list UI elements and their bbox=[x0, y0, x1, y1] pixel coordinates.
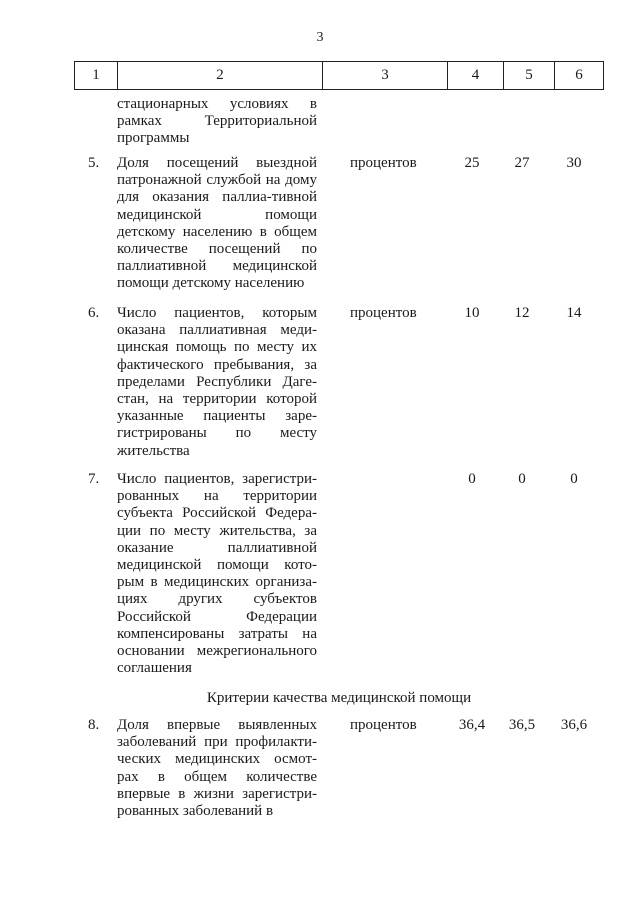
header-col-4: 4 bbox=[448, 62, 504, 90]
header-col-5: 5 bbox=[504, 62, 555, 90]
header-col-6: 6 bbox=[555, 62, 604, 90]
row-value-col-5: 12 bbox=[514, 305, 530, 321]
row-description: Доля посещений выездной патронажной службой на дому для оказания паллиа-тивной медицинской помощи детскому населению в общем количестве посещений по паллиативной медицинской помощи детскому населению bbox=[117, 155, 317, 292]
row-number: 7. bbox=[88, 471, 100, 487]
row-number: 5. bbox=[88, 155, 100, 171]
page-number: 3 bbox=[316, 30, 324, 45]
row-value-col-5: 27 bbox=[514, 155, 530, 171]
row-number: 8. bbox=[88, 717, 100, 733]
header-row bbox=[75, 62, 604, 90]
row-value-col-4: 25 bbox=[464, 155, 480, 171]
row-value-col-5: 36,5 bbox=[508, 717, 536, 733]
row-value-col-4: 10 bbox=[464, 305, 480, 321]
row-value-col-4: 0 bbox=[468, 471, 476, 487]
row-value-col-6: 30 bbox=[566, 155, 582, 171]
header-col-3: 3 bbox=[323, 62, 448, 90]
row-value-col-4: 36,4 bbox=[458, 717, 486, 733]
row-value-col-6: 36,6 bbox=[560, 717, 588, 733]
row-value-col-5: 0 bbox=[518, 471, 526, 487]
row-description: Число пациентов, зарегистри-рованных на территории субъекта Российской Федера-ции по месту жительства, за оказание паллиативной медицинской помощи кото-рым в медицинских организа-циях других субъектов Российской Федерации компенсированы затраты на основании межрегионального соглашения bbox=[117, 471, 317, 677]
continuation-description: стационарных условиях в рамках Территориальной программы bbox=[117, 96, 317, 147]
row-unit: процентов bbox=[350, 305, 417, 321]
row-unit: процентов bbox=[350, 155, 417, 171]
row-value-col-6: 14 bbox=[566, 305, 582, 321]
row-unit: процентов bbox=[350, 717, 417, 733]
header-col-2: 2 bbox=[118, 62, 323, 90]
row-description: Доля впервые выявленных заболеваний при профилакти-ческих медицинских осмот-рах в общем количестве впервые в жизни зарегистри-рованных заболеваний в bbox=[117, 717, 317, 820]
header-col-1: 1 bbox=[75, 62, 118, 90]
row-description: Число пациентов, которым оказана паллиативная меди-цинская помощь по месту их фактического пребывания, за пределами Республики Даге-стан, на территории которой указанные пациенты заре-гистрированы по месту жительства bbox=[117, 305, 317, 459]
column-header-table bbox=[74, 61, 604, 90]
row-value-col-6: 0 bbox=[570, 471, 578, 487]
section-heading: Критерии качества медицинской помощи bbox=[206, 690, 472, 706]
row-number: 6. bbox=[88, 305, 100, 321]
